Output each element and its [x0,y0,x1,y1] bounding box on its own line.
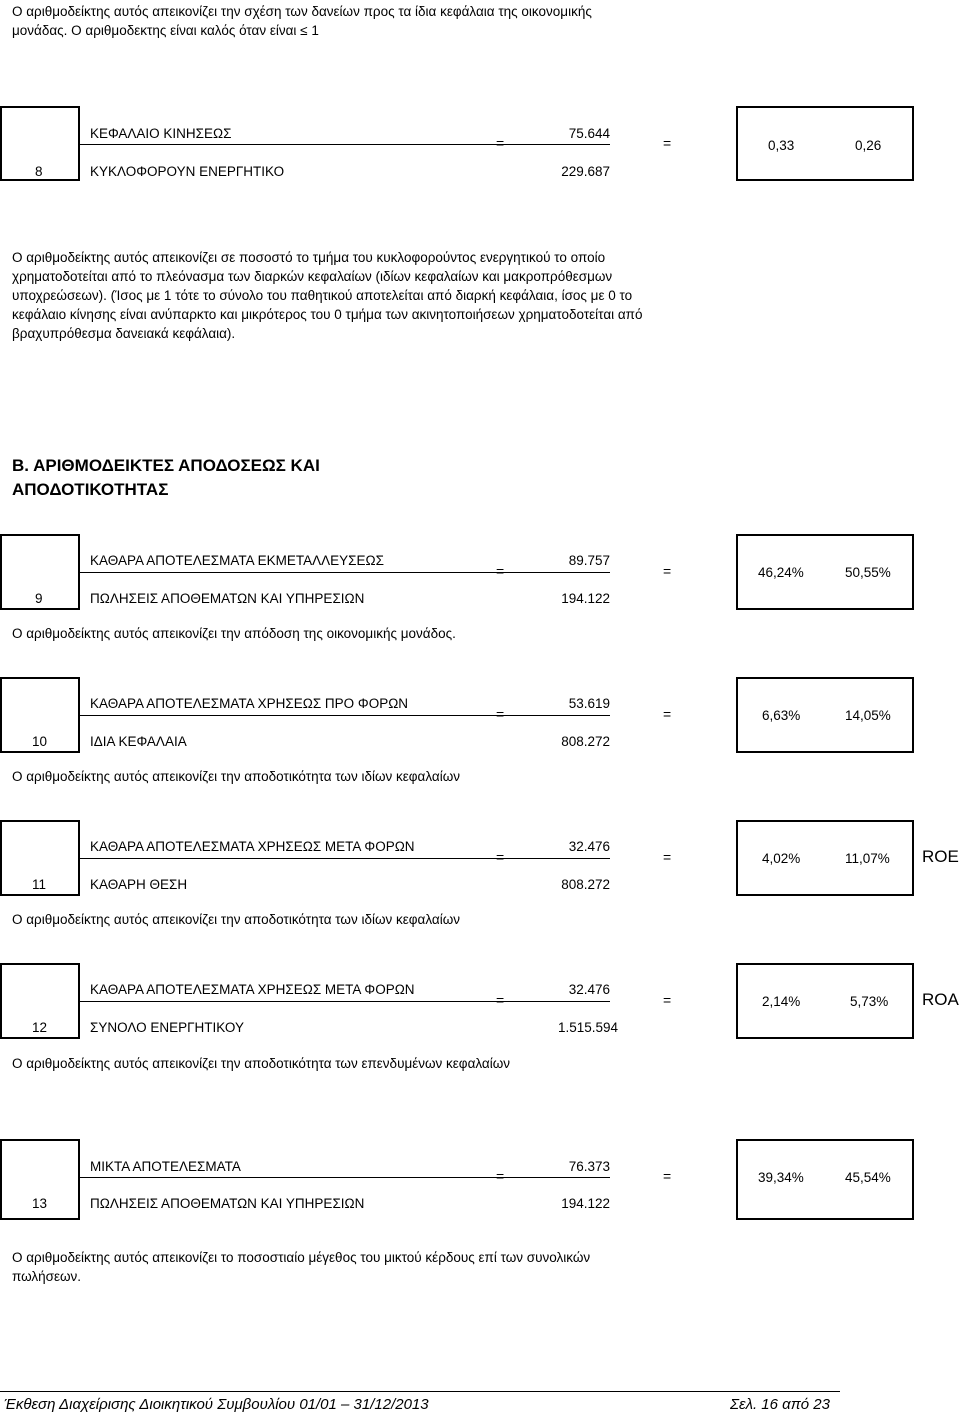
footer-page-number: Σελ. 16 από 23 [730,1396,830,1413]
ratio-number: 11 [32,877,47,892]
equals-sign: = [496,1168,505,1184]
numerator-value: 89.757 [568,553,610,568]
ratio-value-current: 6,63% [762,708,801,723]
numerator-label: ΜΙΚΤΑ ΑΠΟΤΕΛΕΣΜΑΤΑ [90,1159,241,1174]
equals-sign: = [663,706,672,722]
fraction-line [80,1177,610,1178]
ratio-value-previous: 0,26 [855,138,882,153]
ratio-value-previous: 11,07% [845,851,890,866]
numerator-value: 32.476 [568,982,610,997]
denominator-value: 229.687 [561,164,610,179]
equals-sign: = [496,135,505,151]
ratio-description: Ο αριθμοδείκτης αυτός απεικονίζει την αποδοτικότητα των ιδίων κεφαλαίων [12,769,460,784]
fraction-line [80,572,610,573]
numerator-value: 76.373 [568,1159,610,1174]
footer-rule [0,1391,840,1392]
fraction-line [80,1001,610,1002]
numerator-label: ΚΕΦΑΛΑΙΟ ΚΙΝΗΣΕΩΣ [90,126,232,141]
footer-title: Έκθεση Διαχείρισης Διοικητικού Συμβουλίου 01/01 – 31/12/2013 [4,1396,429,1413]
ratio-value-current: 4,02% [762,851,801,866]
ratio-number: 8 [35,164,43,179]
numerator-label: ΚΑΘΑΡΑ ΑΠΟΤΕΛΕΣΜΑΤΑ ΕΚΜΕΤΑΛΛΕΥΣΕΩΣ [90,553,384,568]
denominator-label: ΠΩΛΗΣΕΙΣ ΑΠΟΘΕΜΑΤΩΝ ΚΑΙ ΥΠΗΡΕΣΙΩΝ [90,591,365,606]
denominator-label: ΠΩΛΗΣΕΙΣ ΑΠΟΘΕΜΑΤΩΝ ΚΑΙ ΥΠΗΡΕΣΙΩΝ [90,1196,365,1211]
ratio-number: 10 [32,734,48,749]
denominator-label: ΙΔΙΑ ΚΕΦΑΛΑΙΑ [90,734,187,749]
ratio-value-current: 39,34% [758,1170,804,1185]
denominator-value: 194.122 [561,1196,610,1211]
denominator-value: 194.122 [561,591,610,606]
denominator-value: 808.272 [561,877,610,892]
denominator-label: ΚΥΚΛΟΦΟΡΟΥΝ ΕΝΕΡΓΗΤΙΚΟ [90,164,285,179]
numerator-value: 53.619 [568,696,610,711]
equals-sign: = [663,849,672,865]
ratio-description: Ο αριθμοδείκτης αυτός απεικονίζει την αποδοτικότητα των επενδυμένων κεφαλαίων [12,1056,511,1071]
equals-sign: = [496,992,505,1008]
equals-sign: = [663,563,672,579]
section-heading: Β. ΑΡΙΘΜΟΔΕΙΚΤΕΣ ΑΠΟΔΟΣΕΩΣ ΚΑΙ ΑΠΟΔΟΤΙΚΟΤΗΤΑΣ [12,456,320,499]
denominator-value: 1.515.594 [557,1020,618,1035]
ratio-value-current: 2,14% [762,994,801,1009]
ratio-description: Ο αριθμοδείκτης αυτός απεικονίζει την αποδοτικότητα των ιδίων κεφαλαίων [12,912,460,927]
equals-sign: = [496,563,505,579]
ratio-tag: ROE [922,847,959,866]
equals-sign: = [663,992,672,1008]
ratio-values-box [736,106,914,181]
ratio-number: 12 [32,1020,48,1035]
ratio-value-previous: 50,55% [845,565,891,580]
ratio-value-previous: 5,73% [850,994,889,1009]
denominator-label: ΣΥΝΟΛΟ ΕΝΕΡΓΗΤΙΚΟΥ [90,1020,244,1035]
numerator-value: 75.644 [568,126,610,141]
equals-sign: = [496,849,505,865]
numerator-value: 32.476 [568,839,610,854]
ratio-number: 9 [35,591,43,606]
ratio-description: Ο αριθμοδείκτης αυτός απεικονίζει το ποσοστιαίο μέγεθος του μικτού κέρδους επί των συνολικών πωλήσεων. [12,1250,591,1284]
numerator-label: ΚΑΘΑΡΑ ΑΠΟΤΕΛΕΣΜΑΤΑ ΧΡΗΣΕΩΣ ΠΡΟ ΦΟΡΩΝ [90,696,409,711]
ratio-number: 13 [32,1196,48,1211]
ratio-value-previous: 45,54% [845,1170,891,1185]
numerator-label: ΚΑΘΑΡΑ ΑΠΟΤΕΛΕΣΜΑΤΑ ΧΡΗΣΕΩΣ ΜΕΤΑ ΦΟΡΩΝ [90,982,415,997]
ratio-description: Ο αριθμοδείκτης αυτός απεικονίζει σε ποσοστό το τμήμα του κυκλοφορούντος ενεργητικού το οποίο χρηματοδοτείται από το πλεόνασμα των διαρκών κεφαλαίων (ιδίων κεφαλαίων και μακροπρόθεσμων υποχρεώσεων). (Ίσος με 1 τότε το σύνολο του παθητικού αποτελείται από διαρκή κεφάλαια, ίσος με 0 το κεφάλαιο κίνησης είναι ανύπαρκτο και μικρότερος του 0 τμήμα των ακινητοποιήσεων χρηματοδοτείται από βραχυπρόθεσμα δανειακά κεφάλαια). [12,250,643,341]
denominator-value: 808.272 [561,734,610,749]
fraction-line [80,715,610,716]
ratio-value-previous: 14,05% [845,708,891,723]
numerator-label: ΚΑΘΑΡΑ ΑΠΟΤΕΛΕΣΜΑΤΑ ΧΡΗΣΕΩΣ ΜΕΤΑ ΦΟΡΩΝ [90,839,415,854]
ratio-description: Ο αριθμοδείκτης αυτός απεικονίζει την απόδοση της οικονομικής μονάδος. [12,626,456,641]
equals-sign: = [663,135,672,151]
ratio-tag: ROA [922,990,959,1009]
equals-sign: = [496,706,505,722]
fraction-line [80,144,610,145]
fraction-line [80,858,610,859]
intro-paragraph: Ο αριθμοδείκτης αυτός απεικονίζει την σχέση των δανείων προς τα ίδια κεφάλαια της οικονομικής μονάδας. Ο αριθμοδεκτης είναι καλός όταν είναι ≤ 1 [12,4,592,38]
ratio-value-current: 46,24% [758,565,804,580]
denominator-label: ΚΑΘΑΡΗ ΘΕΣΗ [90,877,188,892]
equals-sign: = [663,1168,672,1184]
ratio-value-current: 0,33 [768,138,795,153]
